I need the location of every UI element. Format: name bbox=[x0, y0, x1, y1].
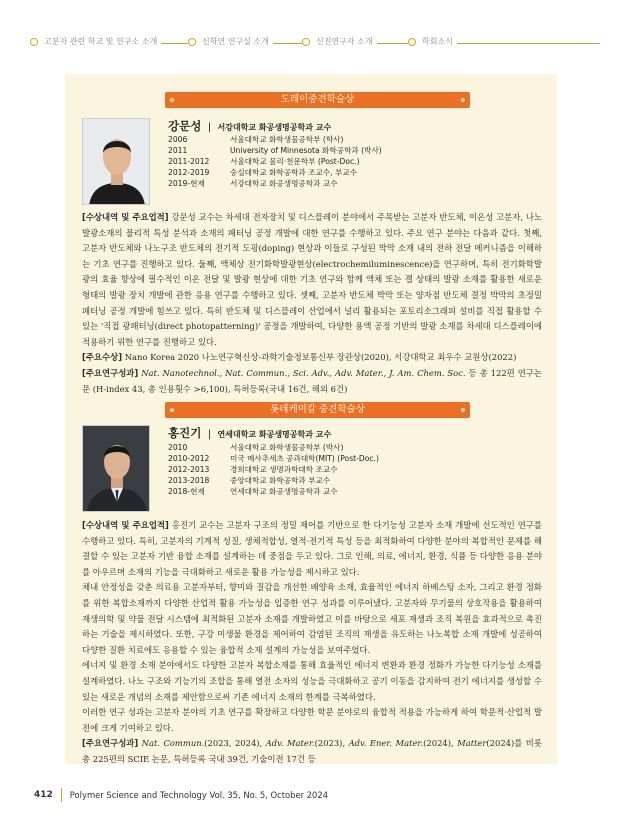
career-row bbox=[168, 156, 382, 167]
nav-item-4[interactable] bbox=[408, 36, 457, 47]
banner-dot-icon bbox=[461, 98, 465, 102]
name-separator: | bbox=[204, 429, 215, 440]
career-year: 2018-현재 bbox=[168, 487, 205, 496]
award-banner-2 bbox=[165, 402, 470, 418]
career-row bbox=[168, 167, 382, 178]
person-affiliation: 서강대학교 화공생명공학과 교수 bbox=[217, 123, 332, 132]
section-label: [주요연구성과] bbox=[82, 367, 139, 378]
awards-paragraph bbox=[82, 350, 542, 366]
research-output-text: (2023, 2024), bbox=[204, 738, 263, 749]
career-desc: 경희대학교 생명과학대학 조교수 bbox=[230, 465, 338, 474]
achievements-text: 강문성 교수는 차세대 전자장치 및 디스플레이 분야에서 주목받는 고분자 반도체, 이온성 고분자, 나노발광소재의 물리적 특성 분석과 소재의 패터닝 공정 개발에 대한 연구를 수행하고 있다. 주요 연구 분야는 다음과 같다. 첫째, 고분자 반도체와 나노구조 반도체의 전기적 도핑(doping) 현상과 이들로 구성된 박막 소재 내의 전하 전달 메커니즘을 이해하는 기초 연구를 진행하고 있다. 둘째, 액체상 전기화학발광현상(electrochemiluminescence)을 연구하며, 특히 전기화학발광의 효율 향상에 필수적인 이온 전달 및 발광 현상에 대한 기초 연구와 함께 액체 또는 겔 상태의 발광 소재를 활용한 새로운 형태의 발광 장치 개발에 관한 응용 연구를 수행하고 있다. 셋째, 고분자 반도체 박막 또는 양자점 반도체 결정 박막의 초정밀 패터닝 공정 개발에 힘쓰고 있다. 특히 반도체 및 디스플레이 산업에서 널리 활용되는 포토리소그래피 설비를 직접 활용할 수 있는 '직접 광패터닝(direct photopatterning)' 공정을 개발하여, 다양한 용액 공정 기반의 발광 소재를 차세대 디스플레이에 적용하기 위한 연구를 진행하고 있다. bbox=[82, 212, 542, 347]
nav-item-3[interactable] bbox=[302, 36, 377, 47]
career-row bbox=[168, 486, 379, 497]
footer-divider bbox=[61, 788, 62, 802]
career-desc: 서울대학교 물리·천문학부 (Post-Doc.) bbox=[230, 157, 360, 166]
career-desc: 중앙대학교 화학공학과 부교수 bbox=[230, 476, 331, 485]
achievements-text: 이러한 연구 성과는 고분자 분야의 기초 연구를 확장하고 다양한 학문 분야로의 융합적 적용을 가능하게 하여 학문적·산업적 발전에 크게 기여하고 있다. bbox=[82, 707, 542, 733]
achievements-paragraph bbox=[82, 210, 542, 350]
career-year: 2019-현재 bbox=[168, 179, 205, 188]
section-label: [주요수상] bbox=[82, 352, 123, 363]
career-year: 2011 bbox=[168, 146, 188, 155]
name-separator: | bbox=[204, 122, 215, 133]
career-year: 2012-2013 bbox=[168, 465, 210, 474]
career-desc: 서울대학교 화학생물공학부 (박사) bbox=[230, 443, 344, 452]
section-label: [수상내역 및 주요업적] bbox=[82, 212, 169, 222]
journal-name: Matter bbox=[457, 738, 487, 749]
career-desc: 숭실대학교 화학공학과 조교수, 부교수 bbox=[230, 168, 358, 177]
career-desc: 연세대학교 화공생명공학과 교수 bbox=[230, 487, 338, 496]
research-output-paragraph bbox=[82, 366, 542, 397]
section-nav bbox=[30, 33, 600, 57]
bio-text-2 bbox=[82, 518, 542, 768]
research-output-text: (2024), bbox=[423, 738, 454, 749]
nav-dot-icon bbox=[30, 38, 38, 46]
page-number: 412 bbox=[34, 790, 53, 800]
career-row bbox=[168, 475, 379, 486]
portrait-photo-1 bbox=[82, 118, 150, 205]
career-year: 2012-2019 bbox=[168, 168, 210, 177]
award-banner-1 bbox=[165, 92, 470, 108]
career-desc: 서강대학교 화공생명공학과 교수 bbox=[230, 179, 338, 188]
person-name-2 bbox=[168, 425, 331, 441]
nav-dot-icon bbox=[188, 38, 196, 46]
award-title: 도레이중견학술상 bbox=[280, 94, 355, 105]
person-name-1 bbox=[168, 118, 331, 134]
person-name: 강문성 bbox=[168, 119, 202, 133]
career-row bbox=[168, 145, 382, 156]
nav-item-label: 고분자 관련 학교 및 연구소 소개 bbox=[44, 37, 158, 46]
page-footer bbox=[34, 788, 328, 802]
career-row bbox=[168, 442, 379, 453]
career-row bbox=[168, 134, 382, 145]
achievements-text: 체내 안정성을 갖춘 의료용 고분자부터, 향미와 질감을 개선한 배양육 소재, 효율적인 에너지 하베스팅 소자, 그리고 환경 정화를 위한 복합소재까지 다양한 산업적 활용 가능성을 입증한 연구 성과를 이루어냈다. 고분자와 무기물의 상호작용을 활용하여 재생의학 및 약물 전달 시스템에 최적화된 고분자 소재를 개발하였고 이를 바탕으로 세포 재생과 조직 복원을 효과적으로 촉진하는 기술을 제시하였다. 또한, 구강 미생물 환경을 제어하여 감염된 조직의 재생을 유도하는 나노복합 소재 개발에 성공하여 다양한 질환 치료에도 응용할 수 있는 융합적 소재 설계의 가능성을 보여주었다. bbox=[82, 582, 542, 655]
banner-dot-icon bbox=[461, 408, 465, 412]
nav-item-label: 신학연 연구실 소개 bbox=[202, 37, 269, 46]
research-output-paragraph bbox=[82, 736, 542, 767]
journal-name: Adv. Ener. Mater. bbox=[348, 738, 424, 749]
research-output-text: (2024)를 비롯 총 225편의 SCIE 논문, 특허등록 국내 39건, 기술이전 17건 등 bbox=[82, 738, 542, 764]
nav-item-2[interactable] bbox=[188, 36, 273, 47]
career-row bbox=[168, 178, 382, 189]
bio-text-1 bbox=[82, 210, 542, 397]
career-desc: 미국 메사추세츠 공과대학(MIT) (Post-Doc.) bbox=[230, 454, 379, 463]
career-list-2 bbox=[168, 442, 379, 497]
banner-dot-icon bbox=[170, 408, 174, 412]
banner-dot-icon bbox=[170, 98, 174, 102]
career-row bbox=[168, 453, 379, 464]
nav-dot-icon bbox=[302, 38, 310, 46]
achievements-text: 홍진기 교수는 고분자 구조의 정밀 제어를 기반으로 한 다기능성 고분자 소재 개발에 선도적인 연구를 수행하고 있다. 특히, 고분자의 기계적 성질, 생체적합성, 열적·전기적 특성 등을 최적화하여 다양한 분야의 복합적인 문제를 해결할 수 있는 고분자 기반 융합 소재를 설계하는 데 중점을 두고 있다. 그로 인해, 의료, 에너지, 환경, 식품 등 다양한 응용 분야를 아우르며 소재의 기능을 극대화하고 새로운 활용 가능성을 제시하고 있다. bbox=[82, 520, 542, 577]
career-year: 2013-2018 bbox=[168, 476, 210, 485]
section-label: [주요연구성과] bbox=[82, 738, 139, 749]
journal-name: Adv. Mater. bbox=[265, 738, 315, 749]
award-title: 롯데케미칼 중견학술상 bbox=[270, 404, 365, 415]
nav-dot-icon bbox=[408, 38, 416, 46]
nav-item-1[interactable] bbox=[30, 36, 161, 47]
journal-name: Nat. Commun. bbox=[141, 738, 205, 749]
research-output-text: 등 총 122편 연구논문 (H-index 43, 총 인용횟수 >6,100), 특허등록(국내 16건, 해외 6건) bbox=[82, 367, 542, 394]
journal-citation: Polymer Science and Technology Vol. 35, No. 5, October 2024 bbox=[69, 790, 329, 800]
career-row bbox=[168, 464, 379, 475]
achievements-paragraph bbox=[82, 518, 542, 580]
career-year: 2010 bbox=[168, 443, 188, 452]
section-label: [수상내역 및 주요업적] bbox=[82, 520, 169, 530]
career-desc: University of Minnesota 화학공학과 (박사) bbox=[230, 146, 382, 155]
awards-text: Nano Korea 2020 나노연구혁신상-과학기술정보통신부 장관상(2020), 서강대학교 최우수 교원상(2022) bbox=[124, 352, 517, 363]
research-output-text: (2023), bbox=[314, 738, 346, 749]
career-year: 2011-2012 bbox=[168, 157, 210, 166]
journal-list: Nat. Nanotechnol., Nat. Commun., Sci. Adv., Adv. Mater., J. Am. Chem. Soc. bbox=[141, 367, 466, 378]
career-list-1 bbox=[168, 134, 382, 189]
achievements-text: 에너지 및 환경 소재 분야에서도 다양한 고분자 복합소재를 통해 효율적인 에너지 변환과 환경 정화가 가능한 다기능성 소재를 설계하였다. 나노 구조와 기능기의 조합을 통해 열전 소자의 성능을 극대화하고 공기 이동을 감지하여 전기 에너지를 생성할 수 있는 새로운 개념의 소재를 제안함으로써 기존 에너지 소재의 한계를 극복하였다. bbox=[82, 660, 542, 702]
person-name: 홍진기 bbox=[168, 426, 202, 440]
career-year: 2010-2012 bbox=[168, 454, 210, 463]
career-year: 2006 bbox=[168, 135, 188, 144]
person-affiliation: 연세대학교 화공생명공학과 교수 bbox=[217, 430, 332, 439]
nav-item-label: 신진연구자 소개 bbox=[316, 37, 373, 46]
portrait-photo-2 bbox=[82, 425, 150, 512]
career-desc: 서울대학교 화학생물공학부 (학사) bbox=[230, 135, 344, 144]
person-icon bbox=[83, 119, 150, 205]
person-icon bbox=[83, 426, 150, 512]
nav-item-label: 학회소식 bbox=[422, 37, 453, 46]
